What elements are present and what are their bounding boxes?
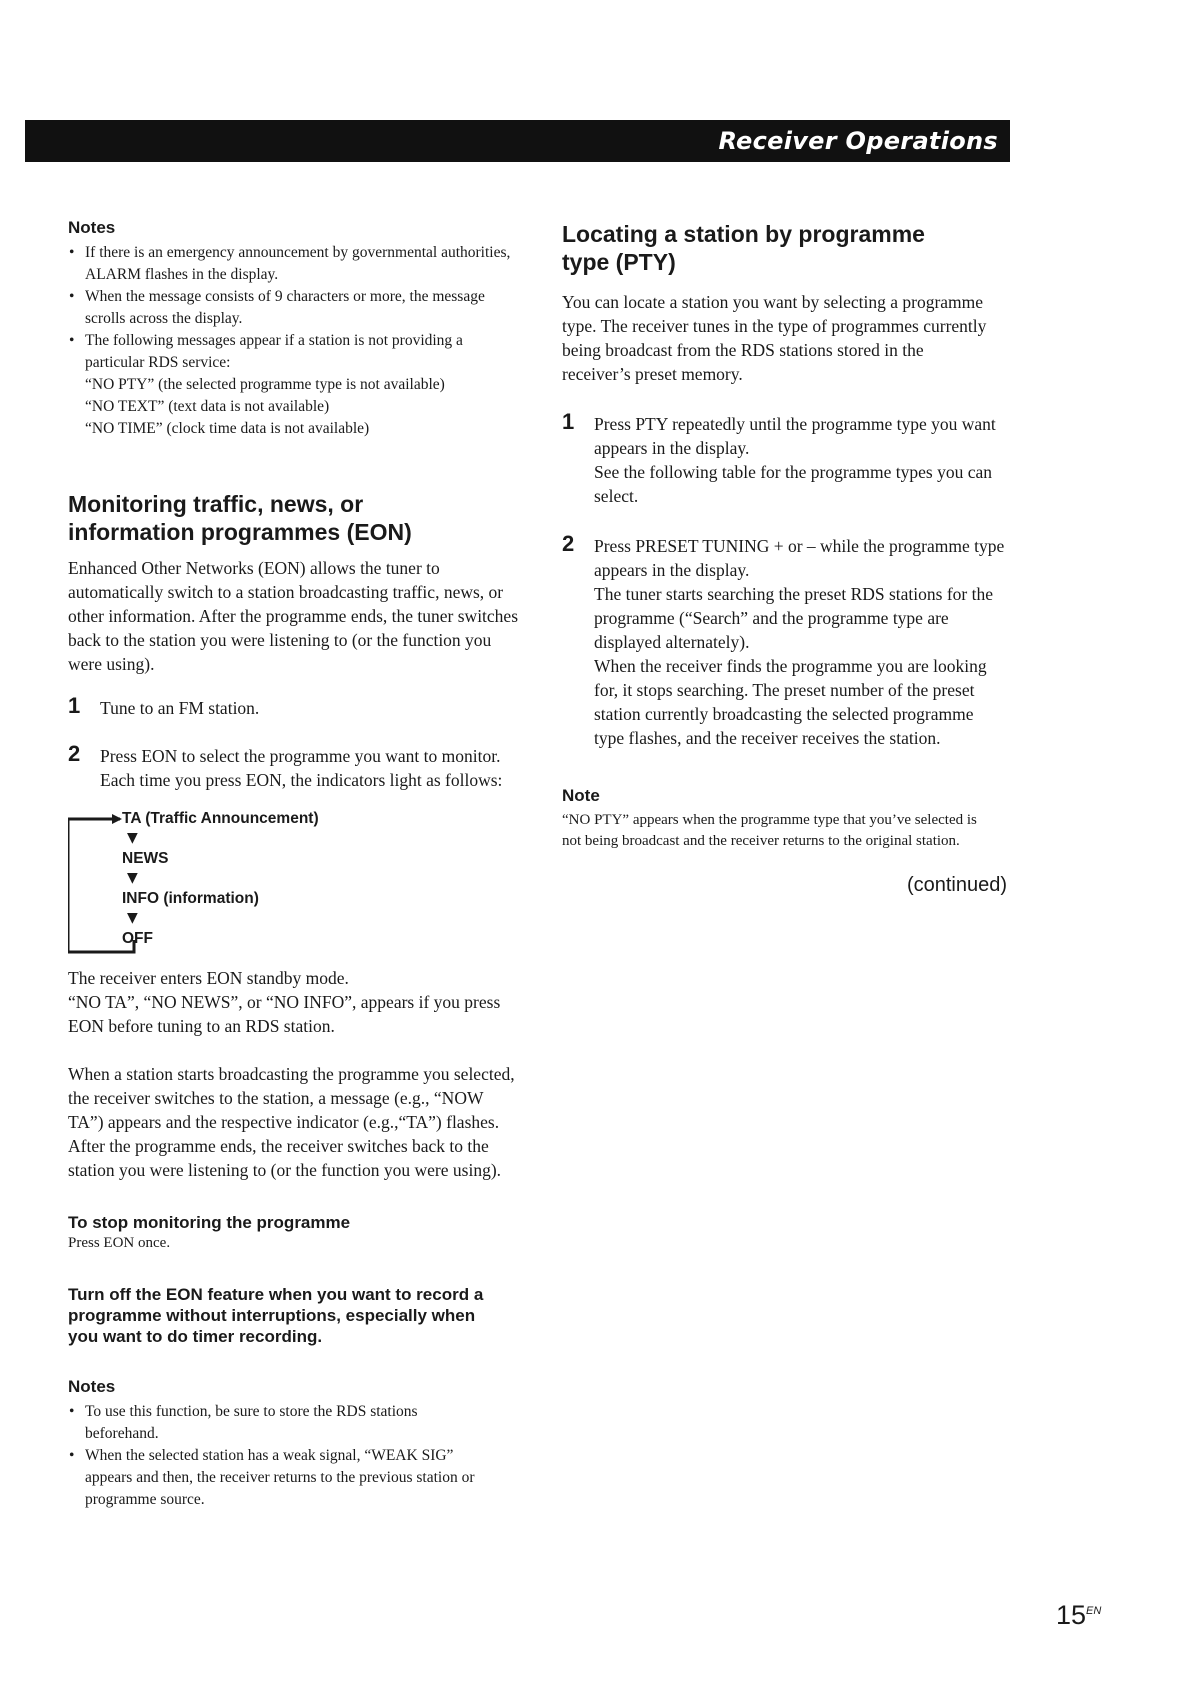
step-text: Each time you press EON, the indicators light as follows: xyxy=(100,770,503,790)
flow-item-off: OFF xyxy=(122,930,153,947)
notes-list xyxy=(68,242,518,440)
eon-cycle-diagram xyxy=(68,810,518,960)
stop-monitoring-heading: To stop monitoring the programme xyxy=(68,1213,351,1232)
pty-step-2 xyxy=(562,531,1007,750)
note-item-text: • The following messages appear if a station is not providing a particular RDS service: xyxy=(85,332,463,371)
step-text: Press PRESET TUNING + or – while the programme type appears in the display. xyxy=(594,536,1005,580)
page-number xyxy=(1056,1600,1101,1631)
notes-heading: Notes xyxy=(68,1377,116,1396)
stop-monitoring-text: Press EON once. xyxy=(68,1235,171,1251)
continued-row xyxy=(562,874,1007,914)
message-line: “NO TIME” (clock time data is not available) xyxy=(85,420,370,437)
eon-step-1 xyxy=(68,693,518,720)
right-column xyxy=(562,220,1007,914)
eon-warning-text: Turn off the EON feature when you want to record a programme without interruptions, especially when you want to do timer recording. xyxy=(68,1285,484,1346)
continued-label: (continued) xyxy=(906,874,1007,896)
arrow-down-icon: ▼ xyxy=(127,870,138,886)
note-heading: Note xyxy=(562,786,600,805)
message-line: “NO PTY” (the selected programme type is not available) xyxy=(85,376,445,393)
step-text: Press PTY repeatedly until the programme type you want appears in the display. xyxy=(594,414,996,458)
flow-item-info: INFO (information) xyxy=(122,890,259,907)
pty-step-1 xyxy=(562,409,1007,508)
arrow-down-icon: ▼ xyxy=(127,830,138,846)
eon-switch-text: When a station starts broadcasting the programme you selected, the receiver switches to the station, a message (e.g., “NOW TA”) appears and the respective indicator (e.g.,“TA”) flashes. After the programme ends, the receiver switches back to the station you were listening to (or the function you were using). xyxy=(68,1064,515,1180)
note-item: • To use this function, be sure to store the RDS stations beforehand. xyxy=(68,1401,488,1445)
eon-section-title: Monitoring traffic, news, or information programmes (EON) xyxy=(68,491,412,545)
note-item xyxy=(68,330,518,440)
note-item: • When the message consists of 9 characters or more, the message scrolls across the display. xyxy=(68,286,518,330)
step-text: The tuner starts searching the preset RDS stations for the programme (“Search” and the programme type are displayed alternately). xyxy=(594,584,993,652)
step-text: Press EON to select the programme you want to monitor. xyxy=(100,746,501,766)
section-header-bar xyxy=(25,120,1010,162)
flow-item-ta: TA (Traffic Announcement) xyxy=(122,810,319,827)
pty-section-title: Locating a station by programme type (PTY) xyxy=(562,221,925,275)
step-number: 1 xyxy=(68,693,81,718)
message-line: “NO TEXT” (text data is not available) xyxy=(85,398,330,415)
pty-note-block xyxy=(562,786,1007,852)
left-column xyxy=(68,218,518,1511)
flow-item-news: NEWS xyxy=(122,850,169,867)
eon-standby-text: The receiver enters EON standby mode. xyxy=(68,968,349,988)
note-item: • If there is an emergency announcement by governmental authorities, ALARM flashes in the display. xyxy=(68,242,518,286)
step-text: See the following table for the programme types you can select. xyxy=(594,462,993,506)
pty-intro: You can locate a station you want by selecting a programme type. The receiver tunes in the type of programmes currently being broadcast from the RDS stations stored in the receiver’s preset memory. xyxy=(562,292,987,384)
step-number: 2 xyxy=(68,741,81,766)
notes-block-1 xyxy=(68,218,518,440)
note-item: • When the selected station has a weak signal, “WEAK SIG” appears and then, the receiver returns to the previous station or programme source. xyxy=(68,1445,488,1511)
notes-list xyxy=(68,1401,488,1511)
eon-no-station-text: “NO TA”, “NO NEWS”, or “NO INFO”, appears if you press EON before tuning to an RDS station. xyxy=(68,992,501,1036)
notes-heading: Notes xyxy=(68,218,116,237)
page-language-suffix: EN xyxy=(1086,1605,1102,1617)
page-number-value: 15 xyxy=(1056,1600,1087,1630)
eon-step-2 xyxy=(68,741,518,792)
step-text: Tune to an FM station. xyxy=(100,698,260,718)
step-number: 2 xyxy=(562,531,575,556)
arrow-down-icon: ▼ xyxy=(127,910,138,926)
notes-block-2 xyxy=(68,1377,518,1511)
eon-intro: Enhanced Other Networks (EON) allows the tuner to automatically switch to a station broadcasting traffic, news, or other information. After the programme ends, the tuner switches back to the station you were listening to (or the function you were using). xyxy=(68,558,519,674)
step-text: When the receiver finds the programme you are looking for, it stops searching. The preset number of the preset station currently broadcasting the selected programme type flashes, and the receiver receives the station. xyxy=(594,656,987,748)
note-text: “NO PTY” appears when the programme type that you’ve selected is not being broadcast and the receiver returns to the original station. xyxy=(562,812,977,849)
section-title: Receiver Operations xyxy=(718,127,998,155)
step-number: 1 xyxy=(562,409,575,434)
